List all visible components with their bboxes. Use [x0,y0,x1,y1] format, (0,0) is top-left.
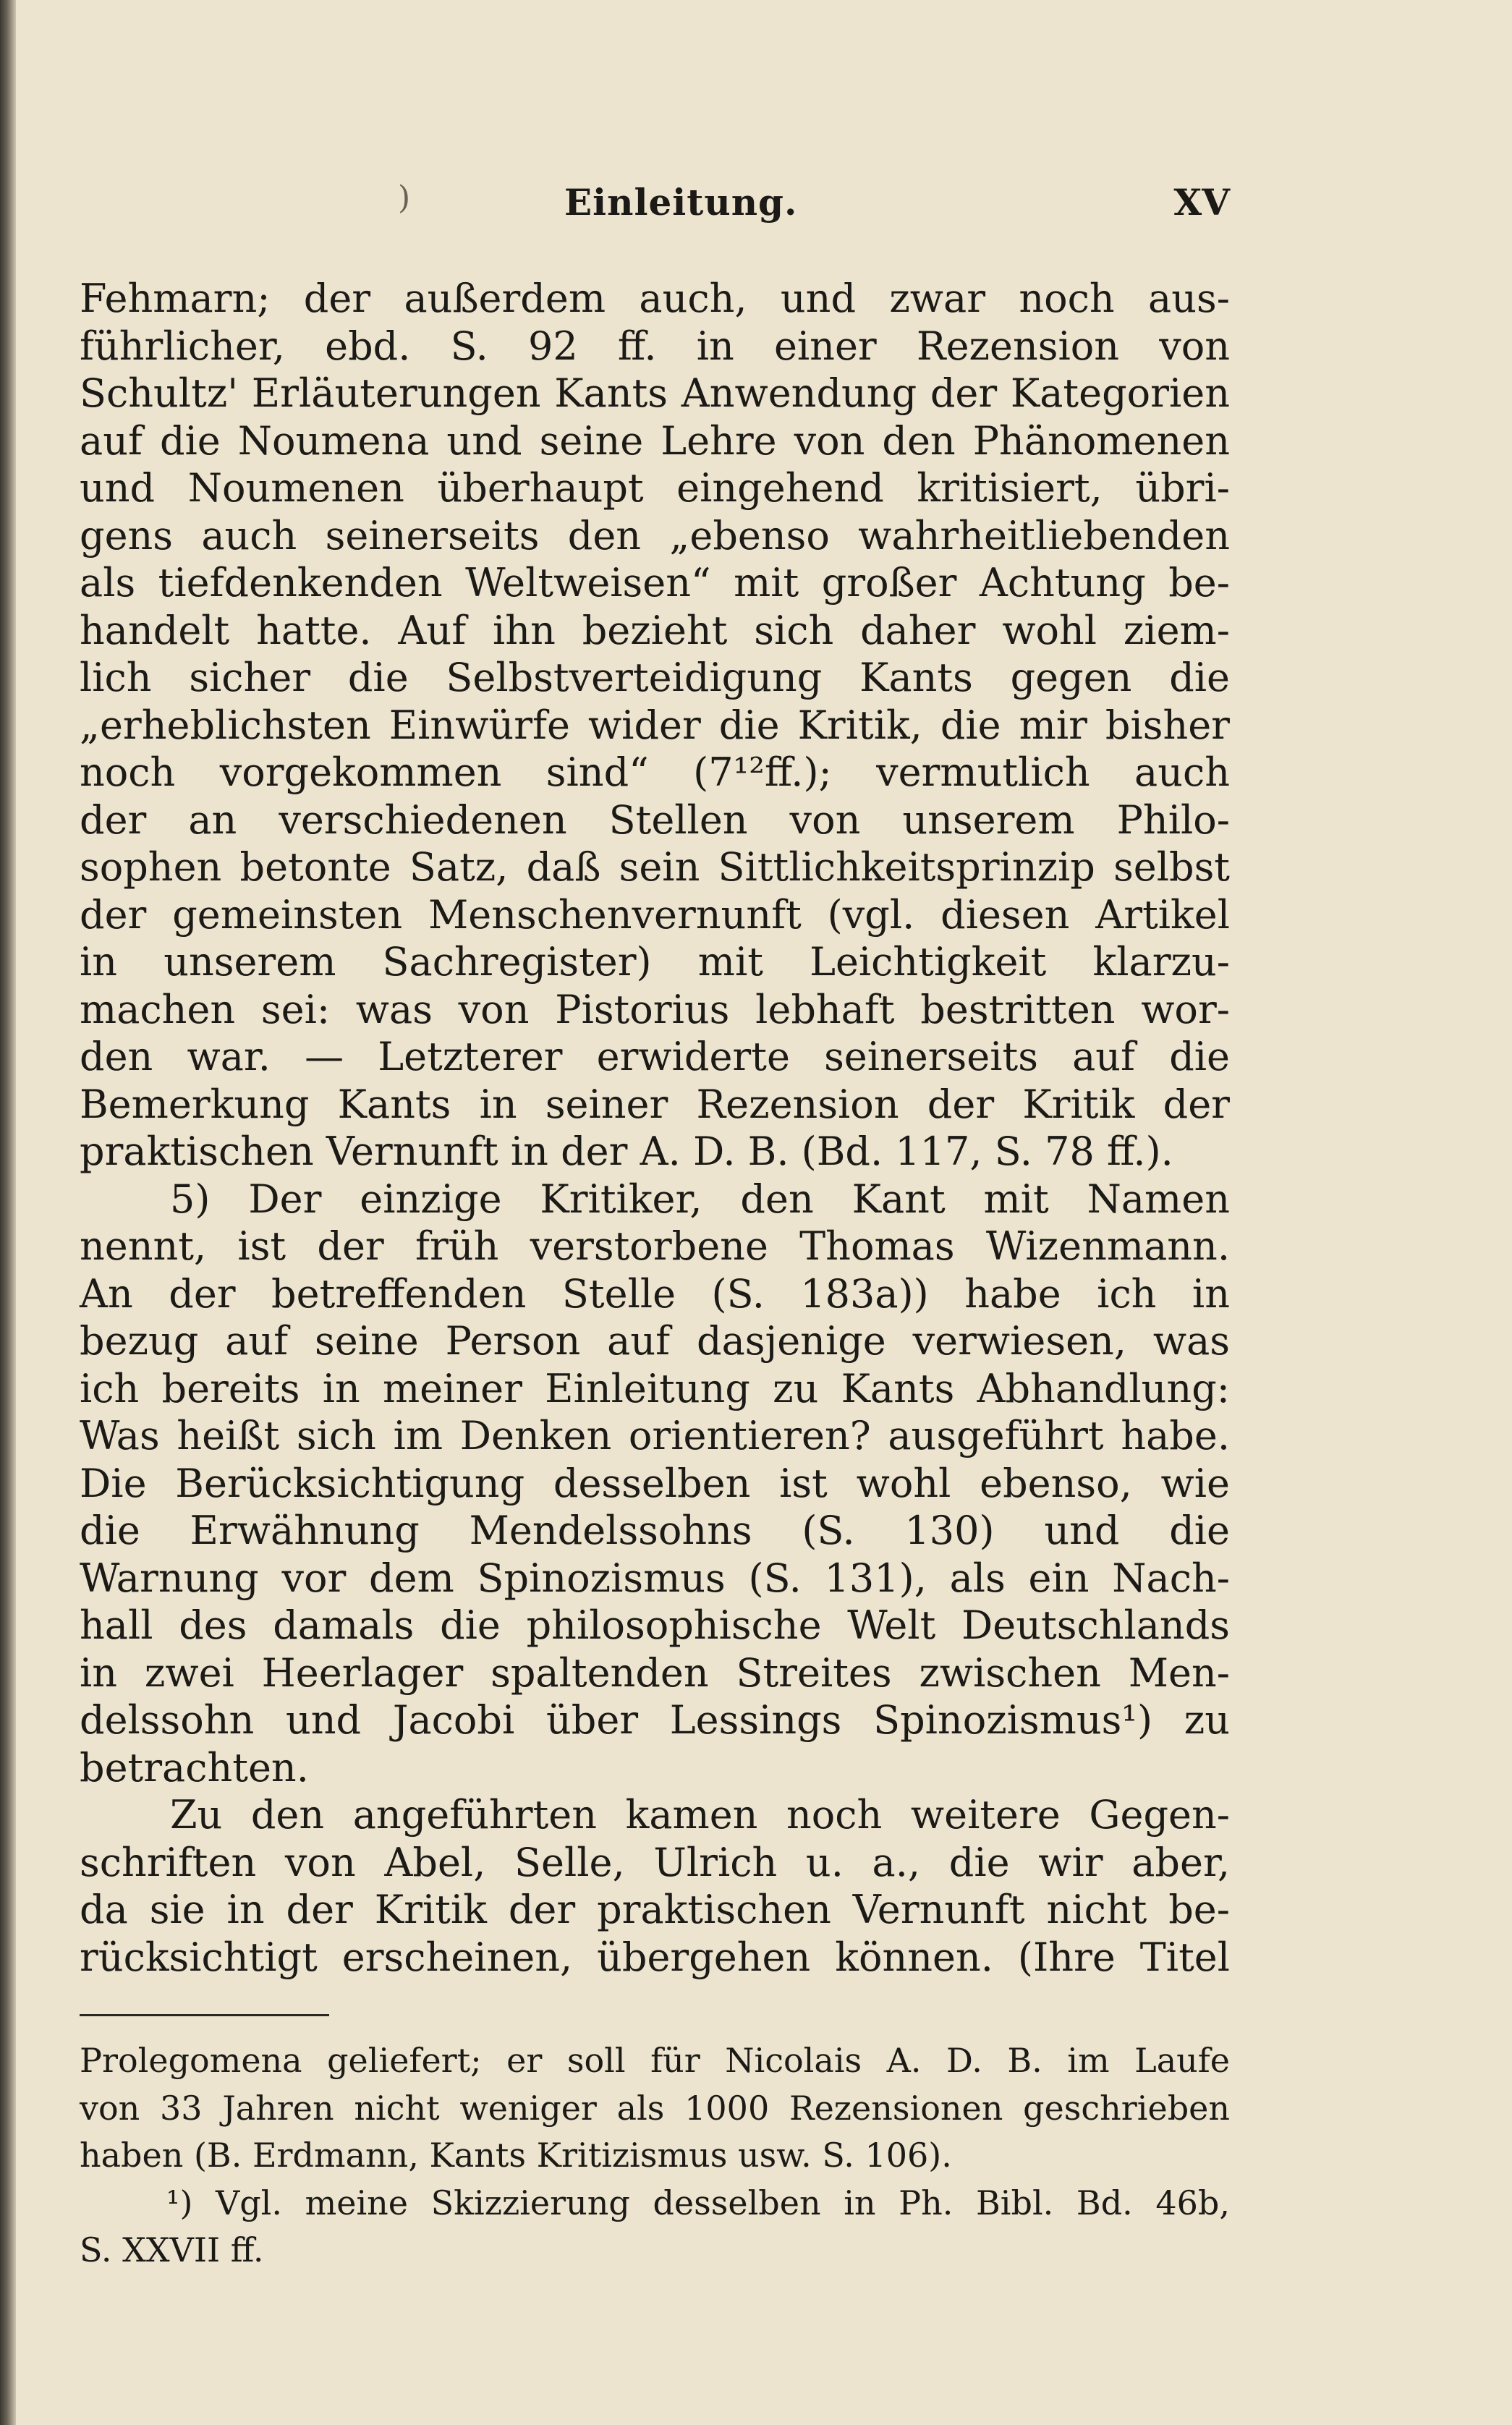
page-edge [0,0,16,2425]
text-line: nennt, ist der früh verstorbene Thomas Wizenmann. [80,1223,1230,1269]
text-line: Bemerkung Kants in seiner Rezension der Kritik der [80,1081,1230,1127]
text-line: Schultz' Erläuterungen Kants Anwendung der Kategorien [80,370,1230,416]
text-line: hall des damals die philosophische Welt Deutschlands [80,1602,1230,1648]
text-line: da sie in der Kritik der praktischen Vernunft nicht be- [80,1887,1230,1932]
text-line: „erheblichsten Einwürfe wider die Kritik, die mir bisher [80,702,1230,748]
text-line: Zu den angeführten kamen noch weitere Gegen- [170,1792,1230,1838]
page-number: XV [1173,181,1230,224]
text-line: betrachten. [80,1744,309,1791]
footnote-line: Prolegomena geliefert; er soll für Nicolais A. D. B. im Laufe [80,2041,1230,2080]
text-line: 5) Der einzige Kritiker, den Kant mit Namen [170,1176,1230,1222]
text-line: führlicher, ebd. S. 92 ff. in einer Rezension von [80,323,1230,369]
text-line: der an verschiedenen Stellen von unserem Philo- [80,797,1230,843]
running-header [80,181,1230,232]
text-line: Die Berücksichtigung desselben ist wohl ebenso, wie [80,1460,1230,1506]
text-line: sophen betonte Satz, daß sein Sittlichkeitsprinzip selbst [80,844,1230,890]
text-line: Was heißt sich im Denken orientieren? ausgeführt habe. [80,1413,1230,1458]
text-line: An der betreffenden Stelle (S. 183a)) habe ich in [80,1270,1230,1317]
footnote-line: ¹) Vgl. meine Skizzierung desselben in Ph. Bibl. Bd. 46b, [166,2183,1230,2222]
text-line: Warnung vor dem Spinozismus (S. 131), als ein Nach- [80,1555,1230,1601]
text-line: den war. — Letzterer erwiderte seinerseits auf die [80,1034,1230,1079]
footnote-line: S. XXVII ff. [80,2230,264,2269]
text-line: machen sei: was von Pistorius lebhaft bestritten wor- [80,986,1230,1032]
footnote-line: haben (B. Erdmann, Kants Kritizismus usw. S. 106). [80,2136,952,2175]
text-line: noch vorgekommen sind“ (7¹²ff.); vermutlich auch [80,749,1230,795]
body-text [80,275,1230,1981]
text-line: und Noumenen überhaupt eingehend kritisiert, übri- [80,465,1230,511]
text-line: gens auch seinerseits den „ebenso wahrheitliebenden [80,512,1230,559]
footnote-line: von 33 Jahren nicht weniger als 1000 Rezensionen geschrieben [80,2088,1230,2128]
text-line: in unserem Sachregister) mit Leichtigkeit klarzu- [80,939,1230,985]
text-line: die Erwähnung Mendelssohns (S. 130) und die [80,1508,1230,1553]
text-line: Fehmarn; der außerdem auch, und zwar noch aus- [80,276,1230,321]
running-title: Einleitung. [564,181,798,224]
text-line: schriften von Abel, Selle, Ulrich u. a., die wir aber, [80,1839,1230,1885]
text-line: rücksichtigt erscheinen, übergehen können. (Ihre Titel [80,1934,1230,1980]
footnotes [80,2040,1230,2277]
text-line: der gemeinsten Menschenvernunft (vgl. diesen Artikel [80,891,1230,938]
text-line: ich bereits in meiner Einleitung zu Kants Abhandlung: [80,1365,1230,1411]
text-line: auf die Noumena und seine Lehre von den Phänomenen [80,417,1230,464]
text-line: praktischen Vernunft in der A. D. B. (Bd. 117, S. 78 ff.). [80,1129,1173,1174]
stray-mark: ) [398,179,411,216]
text-line: als tiefdenkenden Weltweisen“ mit großer Achtung be- [80,560,1230,606]
footnote-rule [80,2014,329,2016]
text-line: bezug auf seine Person auf dasjenige verwiesen, was [80,1318,1230,1364]
text-line: lich sicher die Selbstverteidigung Kants gegen die [80,655,1230,700]
text-line: delssohn und Jacobi über Lessings Spinozismus¹) zu [80,1697,1230,1743]
text-line: in zwei Heerlager spaltenden Streites zwischen Men- [80,1649,1230,1696]
text-line: handelt hatte. Auf ihn bezieht sich daher wohl ziem- [80,607,1230,653]
